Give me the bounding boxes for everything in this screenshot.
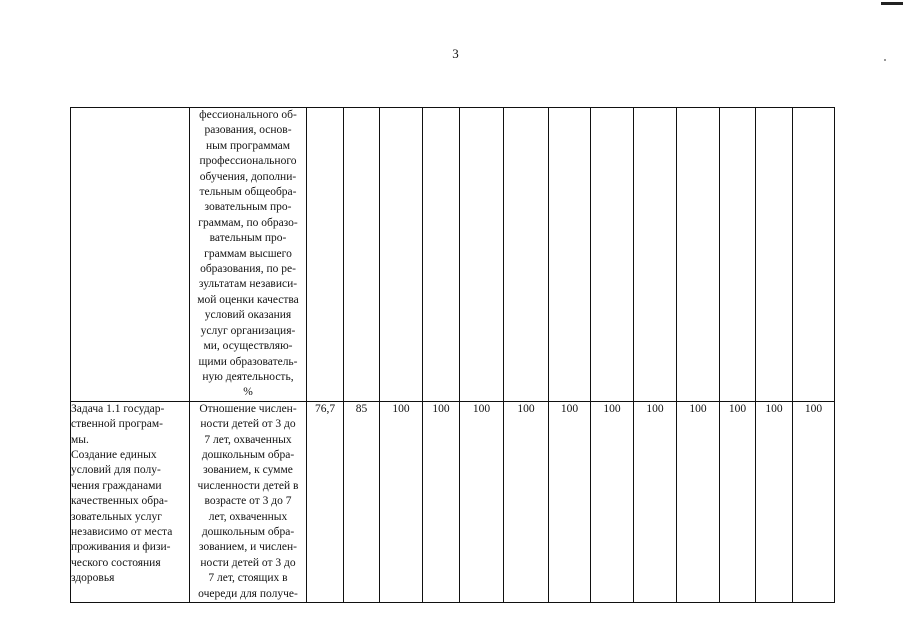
value-cell: 100 <box>549 401 591 602</box>
cell-text-line: разования, основ- <box>204 124 292 137</box>
value-cell: 100 <box>634 401 677 602</box>
indicator-cell <box>190 108 307 402</box>
value-cell <box>634 108 677 402</box>
value-cell: 85 <box>344 401 380 602</box>
cell-text-line: ности детей от 3 до <box>200 418 296 431</box>
cell-text-line: ную деятельность, <box>202 370 294 383</box>
value-cell: 100 <box>380 401 423 602</box>
value-cell <box>307 108 344 402</box>
indicator-cell <box>190 401 307 602</box>
cell-text-line: ми, осуществляю- <box>203 340 293 353</box>
cell-text-line: ным программам <box>205 139 291 152</box>
value-cell <box>423 108 460 402</box>
cell-text-line: ственной програм- <box>71 418 164 431</box>
cell-text-line: граммам, по образо- <box>198 216 298 229</box>
value-cell: 100 <box>423 401 460 602</box>
cell-text-line: условий для полу- <box>71 464 161 477</box>
value-cell <box>504 108 549 402</box>
cell-text-line: зованием, к сумме <box>203 464 293 477</box>
cell-text-line: тельным общеобра- <box>199 186 297 199</box>
value-cell: 100 <box>504 401 549 602</box>
cell-text-line: профессионального <box>199 155 297 168</box>
value-cell: 76,7 <box>307 401 344 602</box>
value-cell: 100 <box>793 401 835 602</box>
cell-text-line: зованием, и числен- <box>199 541 297 554</box>
cell-text-line: ности детей от 3 до <box>200 556 296 569</box>
cell-text-line: 7 лет, стоящих в <box>208 572 288 585</box>
value-cell: 100 <box>591 401 634 602</box>
cell-text-line: здоровья <box>71 572 115 585</box>
value-cell: 100 <box>720 401 756 602</box>
cell-text-line: лет, охваченных <box>208 510 288 523</box>
cell-text-line: вательным про- <box>209 232 287 245</box>
cell-text-line: Задача 1.1 государ- <box>71 402 165 415</box>
value-cell <box>460 108 504 402</box>
cell-text-line: численности детей в <box>197 479 299 492</box>
value-cell <box>380 108 423 402</box>
cell-text-line: % <box>243 386 253 399</box>
cell-text-line: граммам высшего <box>204 247 292 260</box>
cell-text-line: обучения, дополни- <box>199 170 297 183</box>
cell-text-line: независимо от места <box>71 525 173 538</box>
cell-text-line: фессионального об- <box>199 109 297 121</box>
cell-text-line: мой оценки качества <box>197 293 299 306</box>
value-cell <box>756 108 793 402</box>
value-cell: 100 <box>460 401 504 602</box>
cell-text-line: мы. <box>71 433 89 446</box>
cell-text-line: ческого состояния <box>71 556 161 569</box>
value-cell <box>720 108 756 402</box>
scan-corner-mark <box>881 2 903 5</box>
cell-text-line: проживания и физи- <box>71 541 171 554</box>
value-cell: 100 <box>677 401 720 602</box>
cell-text-line: зультатам независи- <box>198 278 298 291</box>
cell-text-line: Отношение числен- <box>199 402 297 415</box>
cell-text-line: Создание единых <box>71 448 157 461</box>
cell-text-line: чения гражданами <box>71 479 162 492</box>
cell-text-line: зовательных услуг <box>71 510 162 523</box>
task-cell <box>71 108 190 402</box>
value-cell <box>344 108 380 402</box>
cell-text-line: условий оказания <box>204 309 292 322</box>
value-cell <box>677 108 720 402</box>
value-cell <box>793 108 835 402</box>
program-indicators-table <box>70 107 835 603</box>
cell-text-line: услуг организация- <box>200 324 296 337</box>
cell-text-line: 7 лет, охваченных <box>204 433 292 446</box>
cell-text-line: дошкольным обра- <box>201 525 295 538</box>
page-number: 3 <box>452 46 459 61</box>
cell-text-line: возрасте от 3 до 7 <box>204 495 292 508</box>
value-cell <box>549 108 591 402</box>
task-cell <box>71 401 190 602</box>
cell-text-line: качественных обра- <box>71 495 168 508</box>
cell-text-line: очереди для получе- <box>198 587 298 600</box>
cell-text-line: щими образователь- <box>198 355 298 368</box>
value-cell <box>591 108 634 402</box>
table-row <box>71 401 835 602</box>
cell-text-line: образования, по ре- <box>200 263 296 276</box>
cell-text-line: зовательным про- <box>204 201 292 214</box>
value-cell: 100 <box>756 401 793 602</box>
table-row <box>71 108 835 402</box>
cell-text-line: дошкольным обра- <box>201 448 295 461</box>
